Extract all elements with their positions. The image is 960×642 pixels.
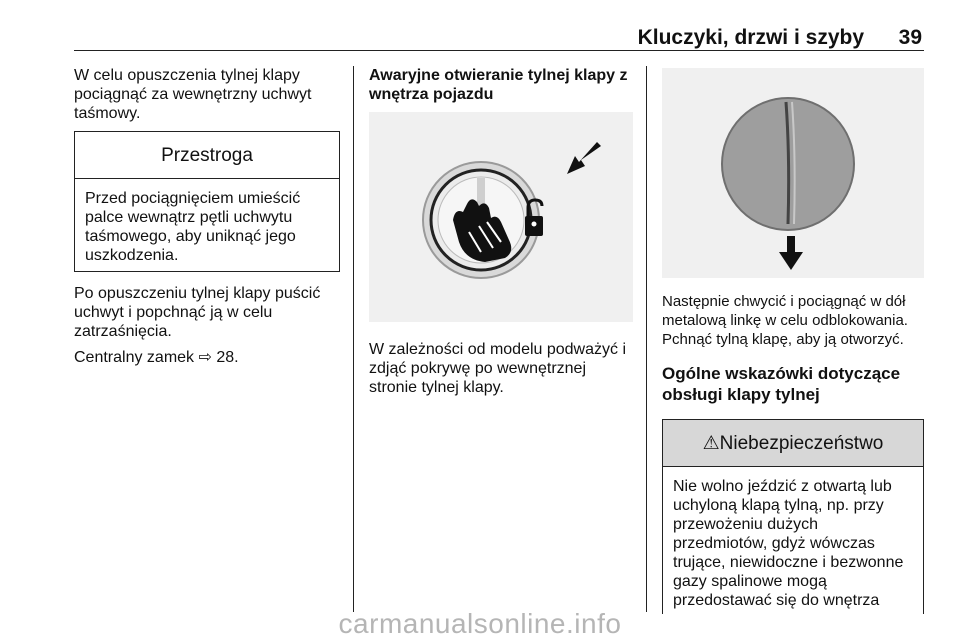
- danger-text: Nie wolno jeździć z otwartą lub uchyloną klapą tylną, np. przy przewożeniu dużych przedmiotów, gdyż wówczas trujące, niewidoczne i bezwonne gazy spalinowe mogą przedostawać się do wnętrza: [673, 478, 904, 609]
- danger-header: [663, 420, 923, 467]
- column-divider-1: [353, 66, 354, 612]
- emergency-heading: Awaryjne otwieranie tylnej klapy z wnętrza pojazdu: [369, 67, 628, 103]
- reference-page-link[interactable]: 28.: [216, 349, 239, 366]
- paragraph-close: Po opuszczeniu tylnej klapy puścić uchwyt i popchnąć ją w celu zatrzaśnięcia.: [74, 285, 321, 340]
- column-1: [74, 66, 340, 367]
- danger-title: Niebezpieczeństwo: [719, 432, 884, 454]
- danger-box: [662, 419, 924, 614]
- reference-arrow-icon: ⇨: [198, 349, 212, 366]
- unlock-button-with-hand-icon: [369, 112, 633, 322]
- emergency-paragraph: W zależności od modelu podważyć i zdjąć pokrywę po wewnętrznej stronie tylnej klapy.: [369, 341, 627, 396]
- caution-box: [74, 131, 340, 272]
- section-title: Kluczyki, drzwi i szyby: [637, 26, 864, 49]
- watermark: carmanualsonline.info: [338, 608, 622, 639]
- release-cable-illustration: [662, 68, 924, 278]
- column-3: [662, 292, 926, 614]
- caution-title: Przestroga: [75, 132, 339, 179]
- emergency-unlock-illustration: [369, 112, 633, 322]
- page-number: 39: [898, 26, 922, 49]
- intro-paragraph: W celu opuszczenia tylnej klapy pociągnąć za wewnętrzny uchwyt taśmowy.: [74, 67, 312, 122]
- column-2-lower: [369, 340, 637, 397]
- central-lock-reference: Centralny zamek ⇨ 28.: [74, 349, 239, 366]
- cover-with-release-cable-icon: [662, 68, 924, 278]
- header-divider: [74, 50, 924, 51]
- warning-triangle-icon: ⚠: [702, 432, 720, 454]
- general-info-heading: Ogólne wskazówki dotyczące obsługi klapy tylnej: [662, 364, 901, 404]
- column-divider-2: [646, 66, 647, 612]
- release-paragraph: Następnie chwycić i pociągnąć w dół metalową linkę w celu odblokowania. Pchnąć tylną klapę, aby ją otworzyć.: [662, 293, 908, 348]
- caution-text: Przed pociągnięciem umieścić palce wewnątrz pętli uchwytu taśmowego, aby uniknąć jego uszkodzenia.: [85, 190, 301, 264]
- column-2: [369, 66, 637, 104]
